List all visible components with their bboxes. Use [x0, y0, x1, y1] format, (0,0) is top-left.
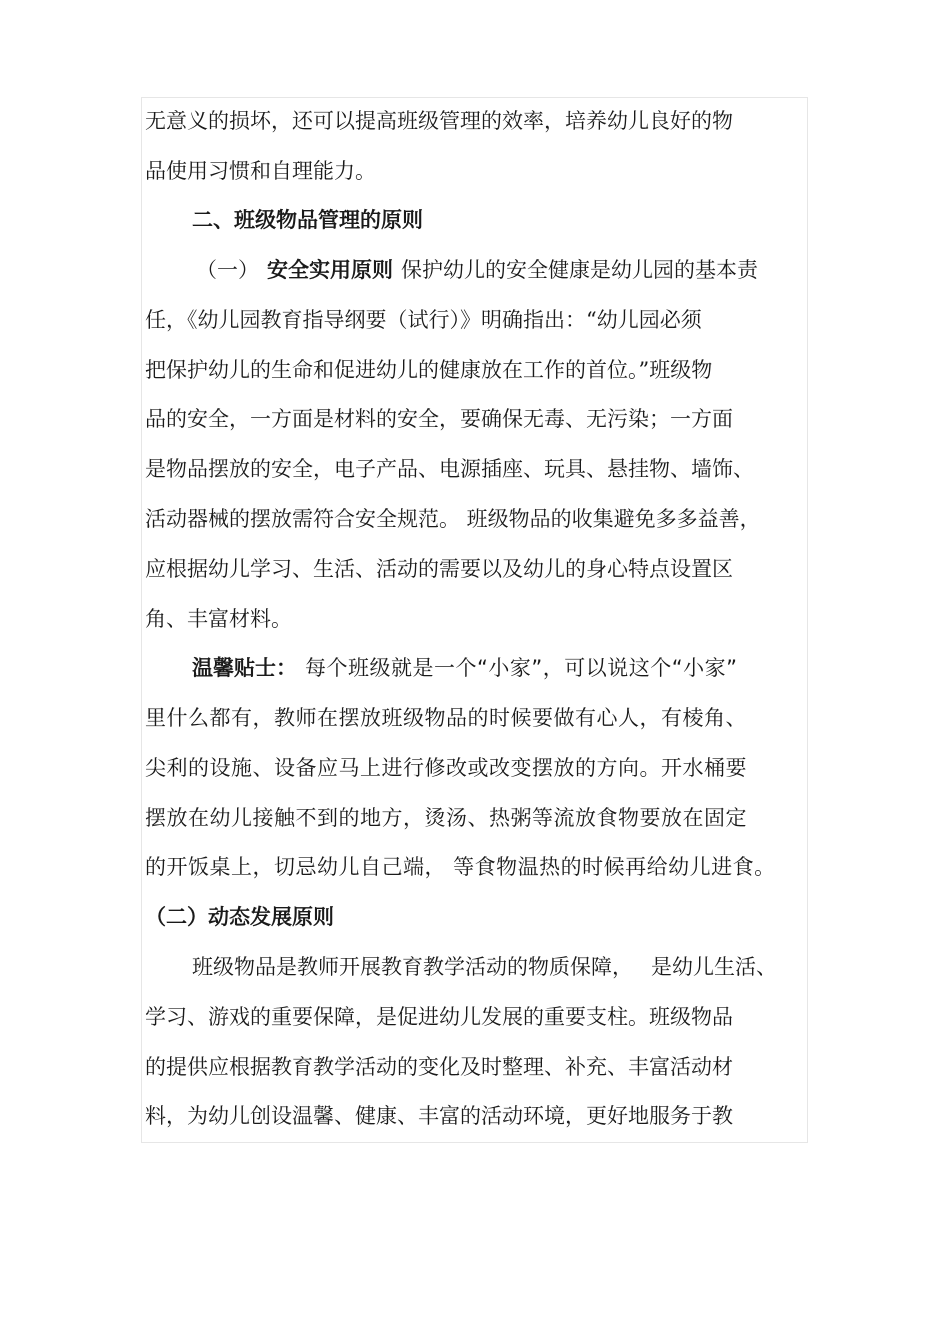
body-line: 应根据幼儿学习、生活、活动的需要以及幼儿的身心特点设置区 [145, 557, 733, 581]
tip-text: 每个班级就是一个“小家”，可以说这个“小家” [305, 656, 738, 680]
tip-line: 里什么都有，教师在摆放班级物品的时候要做有心人，有棱角、 [145, 706, 747, 730]
body-line: 活动器械的摆放需符合安全规范。 班级物品的收集避免多多益善， [145, 507, 761, 531]
tip-line: 摆放在幼儿接触不到的地方，烫汤、热粥等流放食物要放在固定 [145, 806, 747, 830]
tip-line: 尖利的设施、设备应马上进行修改或改变摆放的方向。开水桶要 [145, 756, 747, 780]
body-text: 班级物品是教师开展教育教学活动的物质保障， [192, 955, 633, 979]
body-text: 是幼儿生活、 [651, 955, 777, 979]
body-line: 是物品摆放的安全，电子产品、电源插座、玩具、悬挂物、墙饰、 [145, 457, 754, 481]
body-line: 品的安全，一方面是材料的安全，要确保无毒、无污染；一方面 [145, 407, 733, 431]
section-heading: 二、班级物品管理的原则 [192, 208, 423, 232]
tip-line: 的开饭桌上，切忌幼儿自己端， 等食物温热的时候再给幼儿进食。 [145, 855, 776, 879]
body-line: 角、丰富材料。 [145, 607, 292, 631]
body-line: 无意义的损坏，还可以提高班级管理的效率，培养幼儿良好的物 [145, 109, 733, 133]
body-line: 把保护幼儿的生命和促进幼儿的健康放在工作的首位。”班级物 [145, 358, 713, 382]
body-line: 的提供应根据教育教学活动的变化及时整理、补充、丰富活动材 [145, 1055, 733, 1079]
body-line [192, 952, 777, 982]
body-line: 品使用习惯和自理能力。 [145, 159, 376, 183]
tip-line [192, 653, 738, 683]
subsection-text: 保护幼儿的安全健康是幼儿园的基本责 [401, 258, 758, 282]
subsection-line [196, 255, 758, 285]
subsection-prefix: （一） [196, 258, 259, 282]
body-line: 料，为幼儿创设温馨、健康、丰富的活动环境，更好地服务于教 [145, 1104, 733, 1128]
subsection-title: （二）动态发展原则 [145, 905, 334, 929]
body-line: 任，《幼儿园教育指导纲要（试行）》明确指出：“幼儿园必须 [145, 308, 702, 332]
subsection-title: 安全实用原则 [267, 258, 393, 282]
tip-label: 温馨贴士： [192, 656, 297, 680]
body-line: 学习、游戏的重要保障，是促进幼儿发展的重要支柱。班级物品 [145, 1005, 733, 1029]
